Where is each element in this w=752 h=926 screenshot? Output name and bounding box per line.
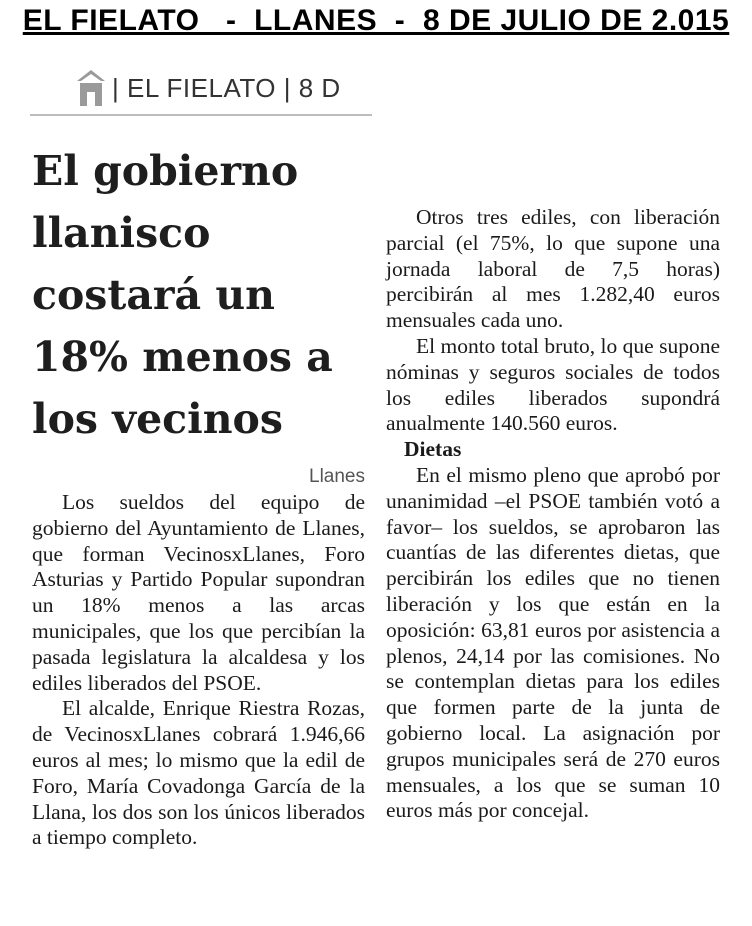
article-headline: El gobierno llanisco costará un 18% menos a los vecinos [32,147,333,443]
house-icon [76,68,106,108]
paragraph: Otros tres ediles, con liberación parcial (el 75%, lo que supone una jornada laboral de 7,5 horas) percibirán al mes 1.282,40 euros mensuales cada uno. [386,205,720,333]
subheading: Dietas [404,437,462,462]
paragraph: En el mismo pleno que aprobó por unanimidad –el PSOE también votó a favor– los sueldos, se aprobaron las cuantías de las diferentes dietas, que percibirán los ediles que no tienen liberación y los que están en la oposición: 63,81 euros por asistencia a plenos, 24,14 por las comisiones. No se contemplan dietas para los ediles que formen parte de la junta de gobierno local. La asignación por grupos municipales será de 270 euros mensuales, a los que se suman 10 euros más por concejal. [386,462,720,823]
section-label: | EL FIELATO | 8 D [112,72,341,103]
article-byline: Llanes [309,466,365,487]
page-banner: EL FIELATO - LLANES - 8 DE JULIO DE 2.015 [22,4,730,37]
section-bar [30,62,372,116]
article-column-2 [386,205,720,824]
paragraph: El alcalde, Enrique Riestra Rozas, de VecinosxLlanes cobrará 1.946,66 euros al mes; lo mismo que la edil de Foro, María Covadonga García de la Llana, los dos son los únicos liberados a tiempo completo. [32,696,365,850]
paragraph: Los sueldos del equipo de gobierno del Ayuntamiento de Llanes, que forman VecinosxLlanes, Foro Asturias y Partido Popular supondran un 18% menos a las arcas municipales, que los que percibían la pasada legislatura la alcaldesa y los ediles liberados del PSOE. [32,490,365,695]
article-column-1 [32,490,365,851]
paragraph: El monto total bruto, lo que supone nóminas y seguros sociales de todos los ediles liberados supondrá anualmente 140.560 euros. [386,333,720,436]
